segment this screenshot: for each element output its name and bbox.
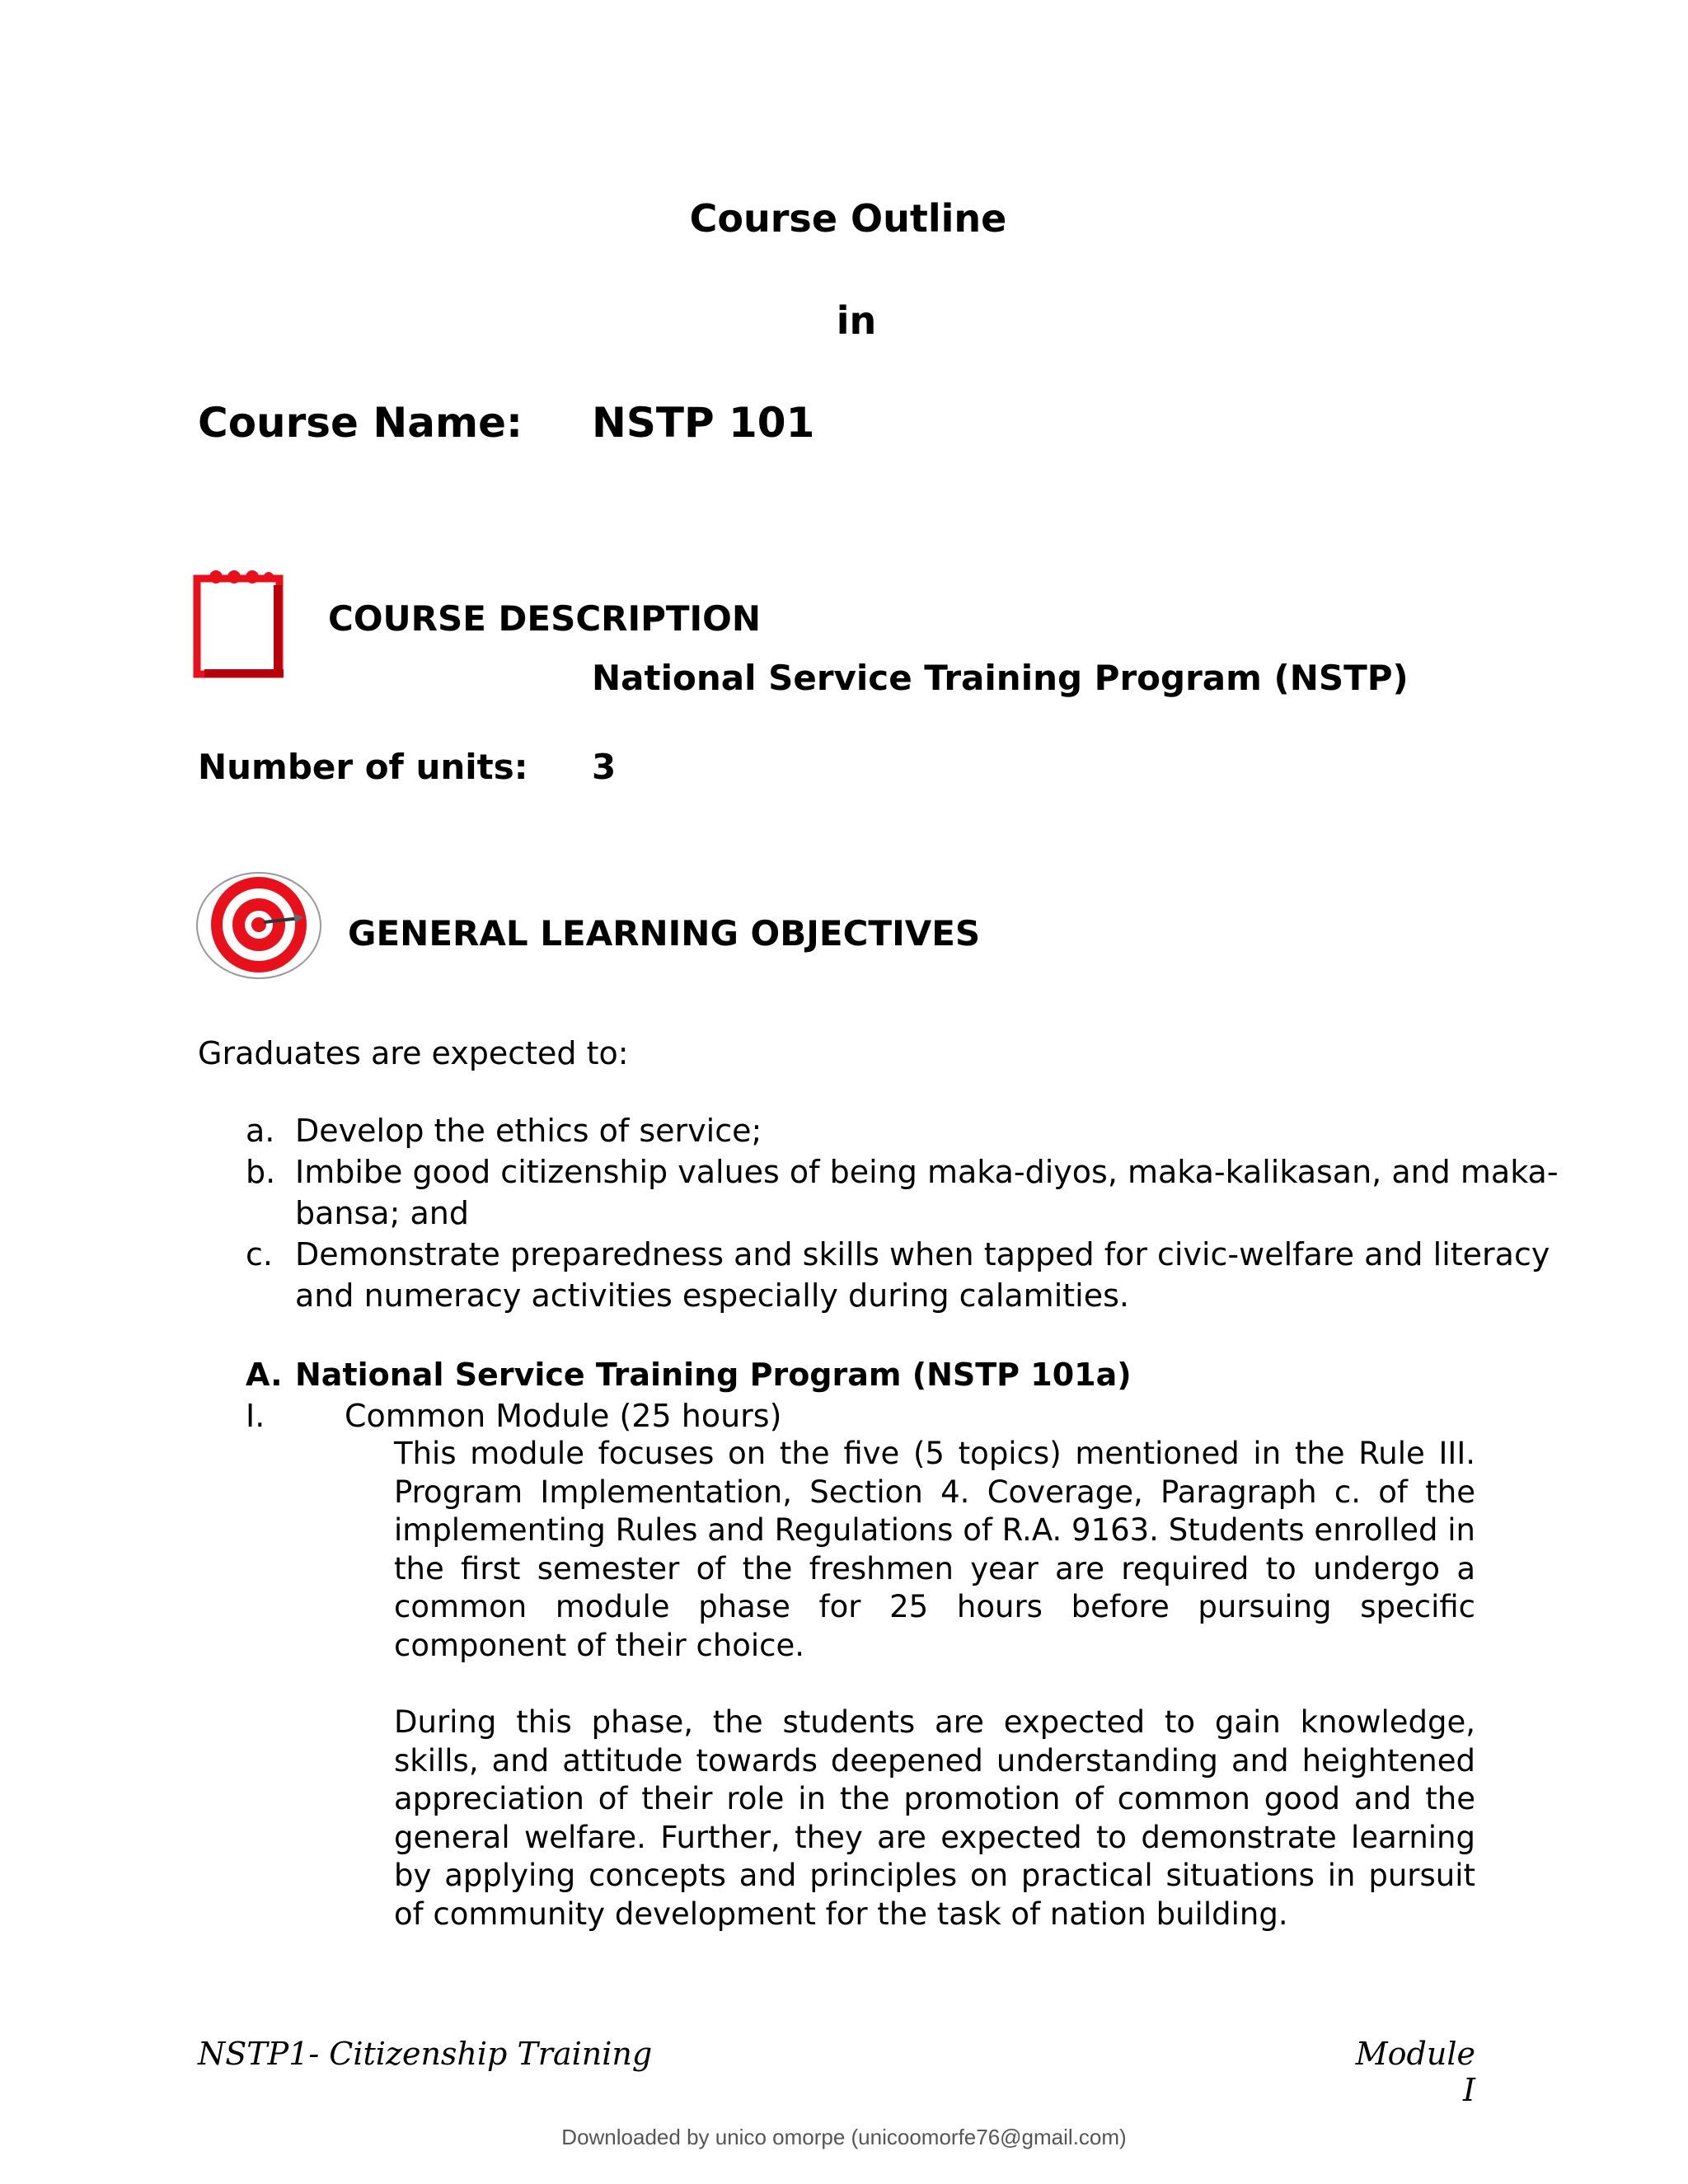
footer-course: NSTP1- Citizenship Training [198,2036,653,2072]
units-value: 3 [592,747,617,787]
list-item-marker: a. [246,1113,275,1149]
page-subtitle: in [836,298,877,343]
course-description-value: National Service Training Program (NSTP) [592,658,1409,698]
objectives-heading: GENERAL LEARNING OBJECTIVES [348,913,981,954]
target-icon [195,870,323,981]
list-item: Demonstrate preparedness and skills when tapped for civic-welfare and literacy [295,1236,1550,1272]
page-title: Course Outline [689,196,1007,241]
section-a-title: National Service Training Program (NSTP 101a) [295,1357,1132,1393]
list-item: Develop the ethics of service; [295,1113,762,1149]
footer-module: Module I [1355,2036,1475,2108]
course-name-label: Course Name: [198,399,523,447]
list-item: Imbibe good citizenship values of being maka-diyos, maka-kalikasan, and maka- [295,1154,1559,1190]
list-item-marker: c. [246,1236,273,1272]
list-item-continuation: bansa; and [295,1195,469,1231]
course-description-heading: COURSE DESCRIPTION [328,598,762,639]
units-label: Number of units: [198,747,528,787]
course-name-value: NSTP 101 [592,399,815,447]
section-a-marker: A. [246,1357,283,1393]
subsection-marker: I. [246,1398,265,1434]
download-note: Downloaded by unico omorpe (unicoomorfe76@gmail.com) [561,2125,1127,2149]
list-item-marker: b. [246,1154,276,1190]
objectives-intro: Graduates are expected to: [198,1035,629,1071]
module-paragraph-1: This module focuses on the five (5 topics) mentioned in the Rule III. Program Implementation, Section 4. Coverage, Paragraph c. of the implementing Rules and Regulations of R.A. 9163. Students enrolled in the first semester of the freshmen year are required to undergo a common module phase for 25 hours before pursuing specific component of their choice. [394,1436,1475,1663]
notepad-icon [193,567,288,682]
subsection-title: Common Module (25 hours) [345,1398,782,1434]
list-item-continuation: and numeracy activities especially during calamities. [295,1277,1129,1314]
module-paragraph-2: During this phase, the students are expected to gain knowledge, skills, and attitude towards deepened understanding and heightened appreciation of their role in the promotion of common good and the general welfare. Further, they are expected to demonstrate learning by applying concepts and principles on practical situations in pursuit of community development for the task of nation building. [394,1704,1475,1932]
